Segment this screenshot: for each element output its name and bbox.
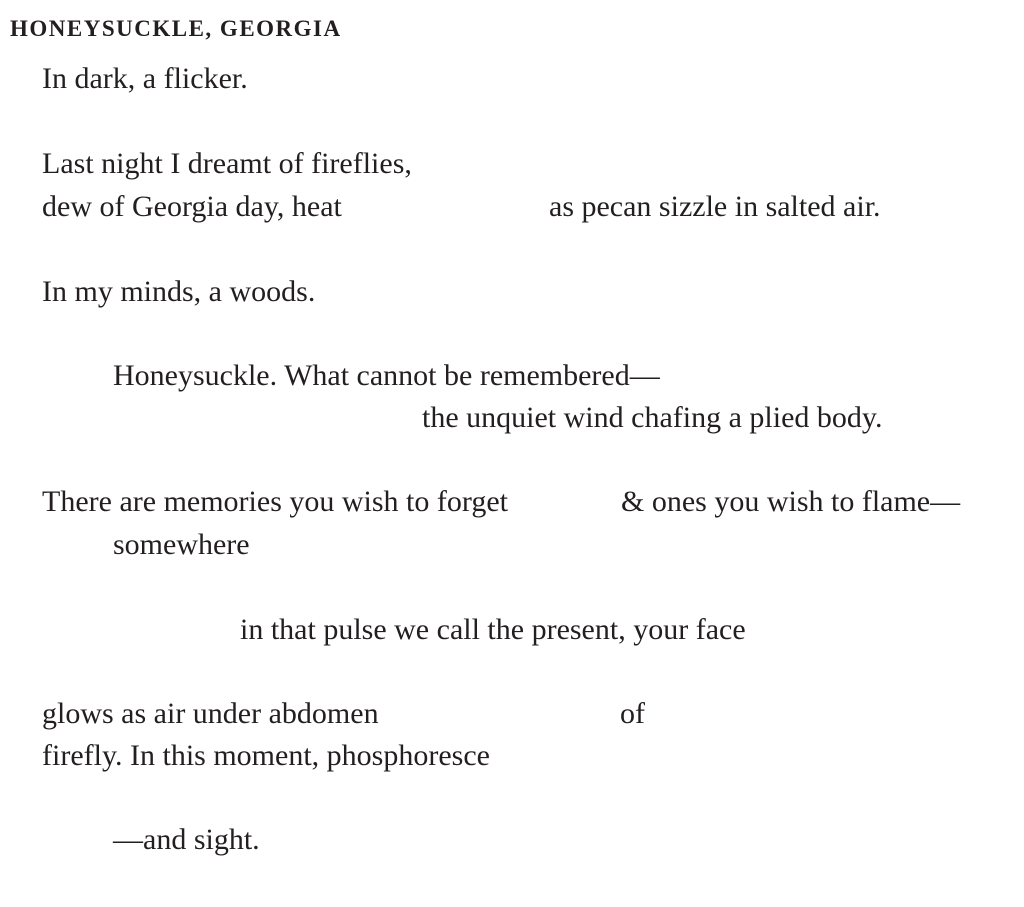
poem-line: There are memories you wish to forget xyxy=(42,485,508,518)
poem-line: of xyxy=(620,697,645,730)
poem-line: In my minds, a woods. xyxy=(42,275,316,308)
poem-line: the unquiet wind chafing a plied body. xyxy=(422,401,883,434)
poem-line: —and sight. xyxy=(113,823,260,856)
poem-line: in that pulse we call the present, your face xyxy=(240,613,746,646)
poem-line: firefly. In this moment, phosphoresce xyxy=(42,739,490,772)
poem-line: Honeysuckle. What cannot be remembered— xyxy=(113,359,660,392)
poem-line: In dark, a flicker. xyxy=(42,62,248,95)
poem-line: glows as air under abdomen xyxy=(42,697,379,730)
poem-title: HONEYSUCKLE, GEORGIA xyxy=(10,16,342,41)
poem-line: dew of Georgia day, heat xyxy=(42,190,342,223)
poem-line: as pecan sizzle in salted air. xyxy=(549,190,881,223)
poem-line: somewhere xyxy=(113,528,250,561)
poem-line: & ones you wish to flame— xyxy=(621,485,961,518)
poem-line: Last night I dreamt of fireflies, xyxy=(42,147,412,180)
